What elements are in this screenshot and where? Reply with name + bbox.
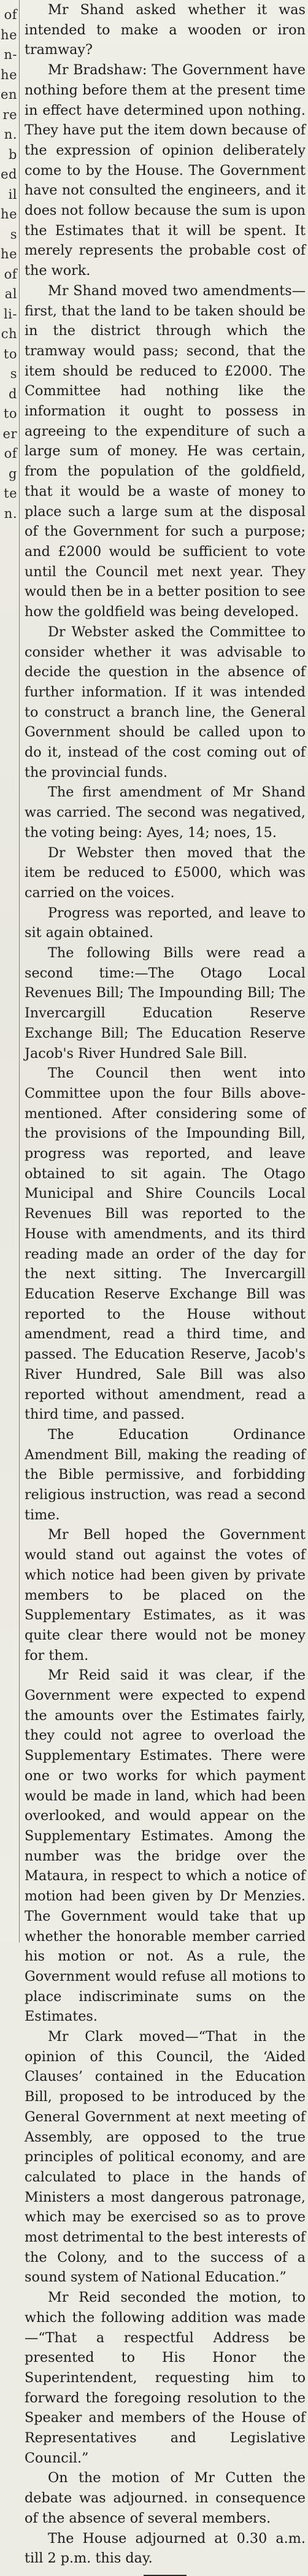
adjacent-column-fragments <box>0 5 18 523</box>
article-column <box>25 0 306 2567</box>
gutter-fragment: ed <box>1 167 17 182</box>
gutter-fragment: he <box>1 247 17 261</box>
paragraph-reid-estimates: Mr Reid said it was clear, if the Government were expected to expend the amounts over the Estimates fairly, they could not agree to overload the Supplementary Estimates. There were one or two works for which payment would be made in land, which had been overlooked, and would appear on the Supplementary Estimates. Among the number was the bridge over the Mataura, in respect to which a notice of motion had been given by Dr Menzies. The Government would take that up whether the honorable member carried his motion or not. As a rule, the Government would refuse all motions to place indiscriminate sums on the Estimates. <box>25 1667 306 2025</box>
paragraph-bills-second-reading: The following Bills were read a second time:—The Otago Local Revenues Bill; The Impounding Bill; The Invercargill Education Reserve Exchange Bill; The Education Reserve Jacob's River Hundred Sale Bill. <box>25 945 306 1062</box>
paragraph-committee-bills: The Council then went into Committee upon the four Bills above-mentioned. After considering some of the provisions of the Impounding Bill, progress was reported, and leave obtained to sit again. The Otago Municipal and Shire Councils Local Revenues Bill was reported to the House with amendments, and its third reading made an order of the day for the next sitting. The Invercargill Education Reserve Exchange Bill was reported to the House without amendment, read a third time, and passed. The Education Reserve, Jacob's River Hundred, Sale Bill was also reported without amendment, read a third time, and passed. <box>25 1065 306 1423</box>
gutter-fragment: ch <box>1 326 17 341</box>
paragraph-education-ordinance: The Education Ordinance Amendment Bill, making the reading of the Bible permissive, and forbidding religious instruction, was read a second time. <box>25 1426 306 1523</box>
gutter-fragment: to <box>3 346 17 361</box>
paragraph-clark-motion: Mr Clark moved—“That in the opinion of this Council, the ‘Aided Clauses’ contained in the Education Bill, proposed to be introduced by the General Government at next meeting of Assembly, are opposed to the true principles of political economy, and are calculated to place in the hands of Ministers a most dangerous patronage, which may be exercised so as to prove most detrimental to the best interests of the Colony, and to the success of a sound system of National Education.” <box>25 2029 306 2286</box>
gutter-fragment: il <box>8 187 17 202</box>
paragraph-shand-amendments: Mr Shand moved two amendments—first, that the land to be taken should be in the district through which the tramway would pass; second, that the item should be reduced to £2000. The Committee had nothing like the information it ought to possess in agreeing to the expenditure of such a large sum of money. He was certain, from the population of the goldfield, that it would be a waste of money to place such a large sum at the disposal of the Government for such a purpose; and £2000 would be sufficient to vote until the Council met next year. They would then be in a better position to see how the goldfield was being developed. <box>25 282 306 620</box>
gutter-fragment: he <box>1 67 17 82</box>
gutter-fragment: he <box>1 207 17 222</box>
paragraph-progress-reported: Progress was reported, and leave to sit again obtained. <box>25 904 306 941</box>
gutter-fragment: n- <box>4 47 17 62</box>
gutter-fragment: en <box>1 87 17 102</box>
gutter-fragment: al <box>4 287 17 301</box>
gutter-fragment: g <box>9 466 17 481</box>
gutter-fragment: s <box>10 366 17 381</box>
paragraph-amendment-vote: The first amendment of Mr Shand was carried. The second was negatived, the voting being: Ayes, 14; noes, 15. <box>25 784 306 841</box>
gutter-fragment: n. <box>4 127 17 142</box>
gutter-fragment: of <box>4 266 17 282</box>
paragraph-reid-seconded: Mr Reid seconded the motion, to which the following addition was made—“That a respectful Address be presented to His Honor the Superintendent, requesting him to forward the foregoing resolution to the Speaker and members of the House of Representatives and Legislative Council.” <box>25 2289 306 2466</box>
gutter-fragment: b <box>9 147 17 162</box>
gutter-fragment: s <box>10 226 17 242</box>
paragraph-shand-question: Mr Shand asked whether it was intended to make a wooden or iron tramway? <box>25 2 306 58</box>
gutter-fragment: he <box>1 27 17 42</box>
gutter-fragment: li- <box>3 306 17 322</box>
gutter-fragment: of <box>4 446 17 461</box>
paragraph-bradshaw-reply: Mr Bradshaw: The Government have nothing before them at the present time in effect have determined upon nothing. They have put the item down because of the expression of opinion deliberately come to by the House. The Government have not consulted the engineers, and it does not follow because the sum is upon the Estimates that it will be spent. It merely represents the probable cost of the work. <box>25 62 306 279</box>
gutter-fragment: n. <box>4 506 17 521</box>
gutter-fragment: to <box>3 406 17 421</box>
paragraph-debate-adjourned: On the motion of Mr Cutten the debate was adjourned. in consequence of the absence of several members. <box>25 2470 306 2526</box>
gutter-fragment: of <box>4 7 17 22</box>
column-rule <box>19 0 20 1943</box>
paragraph-webster-reduce: Dr Webster then moved that the item be reduced to £5000, which was carried on the voices. <box>25 844 306 901</box>
paragraph-house-adjourned: The House adjourned at 0.30 a.m. till 2 p.m. this day. <box>25 2530 306 2567</box>
gutter-fragment: d <box>9 386 17 401</box>
gutter-fragment: te <box>4 486 17 501</box>
paragraph-bell-hoped: Mr Bell hoped the Government would stand out against the votes of which notice had been given by private members to be placed on the Supplementary Estimates, as it was quite clear there would not be money for them. <box>25 1527 306 1664</box>
gutter-fragment: re <box>2 107 17 122</box>
paragraph-webster-consider: Dr Webster asked the Committee to consider whether it was advisable to decide the question in the absence of further information. If it was intended to construct a branch line, the General Government should be called upon to do it, instead of the cost coming out of the provincial funds. <box>25 623 306 781</box>
gutter-fragment: er <box>2 426 17 441</box>
